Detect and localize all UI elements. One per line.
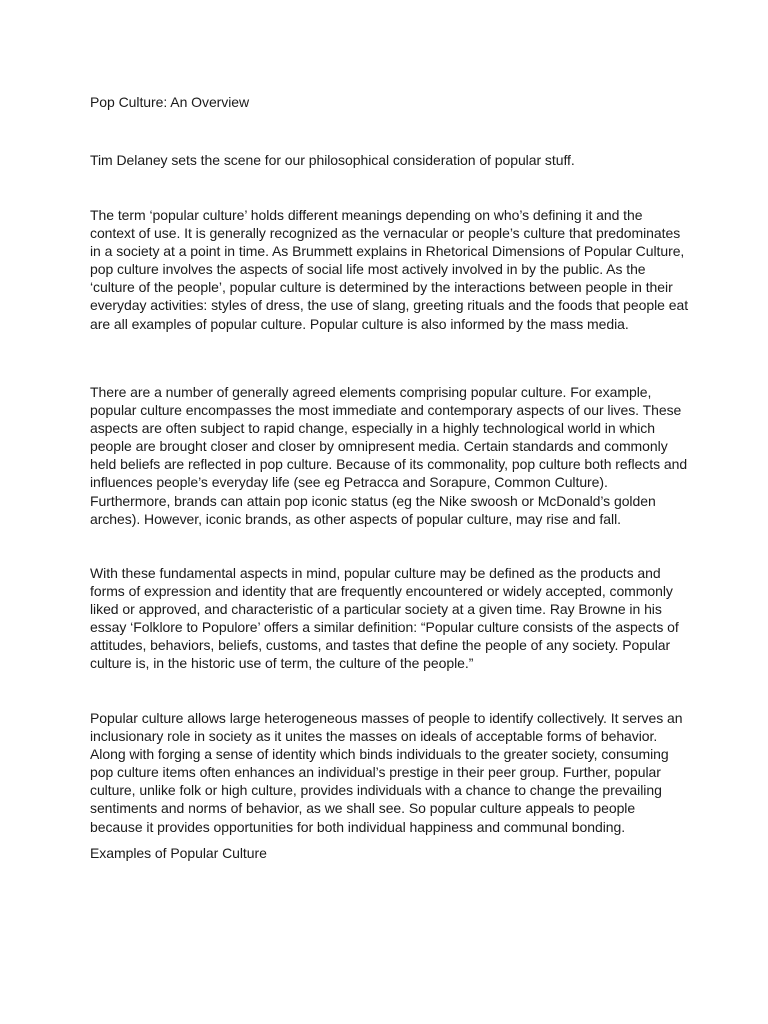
paragraph-fundamental-aspects: With these fundamental aspects in mind, popular culture may be defined as the products and forms of expression and identity that are frequently encountered or widely accepted, commonly liked or approved, and characteristic of a particular society at a given time. Ray Browne in his essay ‘Folklore to Populore’ offers a similar definition: “Popular culture consists of the aspects of attitudes, behaviors, beliefs, customs, and tastes that define the people of any society. Popular culture is, in the historic use of term, the culture of the people.” <box>90 565 679 672</box>
document-title: Pop Culture: An Overview <box>90 94 250 110</box>
paragraph-definition: The term ‘popular culture’ holds different meanings depending on who’s defining it and the context of use. It is generally recognized as the vernacular or people’s culture that predominates in a society at a point in time. As Brummett explains in Rhetorical Dimensions of Popular Culture, pop culture involves the aspects of social life most actively involved in by the public. As the ‘culture of the people’, popular culture is determined by the interactions between people in their everyday activities: styles of dress, the use of slang, greeting rituals and the foods that people eat are all examples of popular culture. Popular culture is also informed by the mass media. <box>90 207 689 332</box>
section-subheading: Examples of Popular Culture <box>90 845 267 861</box>
intro-line: Tim Delaney sets the scene for our philosophical consideration of popular stuff. <box>90 152 575 168</box>
paragraph-identity: Popular culture allows large heterogeneous masses of people to identify collectively. It serves an inclusionary role in society as it unites the masses on ideals of acceptable forms of behavior. Along with forging a sense of identity which binds individuals to the greater society, consuming pop culture items often enhances an individual’s prestige in their peer group. Further, popular culture, unlike folk or high culture, provides individuals with a chance to change the prevailing sentiments and norms of behavior, as we shall see. So popular culture appeals to people because it provides opportunities for both individual happiness and communal bonding. <box>90 710 683 835</box>
paragraph-elements: There are a number of generally agreed elements comprising popular culture. For example, popular culture encompasses the most immediate and contemporary aspects of our lives. These aspects are often subject to rapid change, especially in a highly technological world in which people are brought closer and closer by omnipresent media. Certain standards and commonly held beliefs are reflected in pop culture. Because of its commonality, pop culture both reflects and influences people’s everyday life (see eg Petracca and Sorapure, Common Culture). Furthermore, brands can attain pop iconic status (eg the Nike swoosh or McDonald’s golden arches). However, iconic brands, as other aspects of popular culture, may rise and fall. <box>90 384 688 527</box>
